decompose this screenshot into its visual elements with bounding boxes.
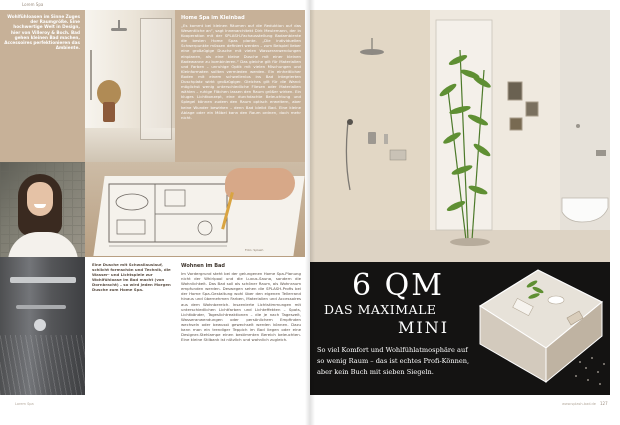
photo-credit: Foto: Splash xyxy=(245,248,264,252)
bathroom-illustration xyxy=(310,10,610,262)
shower-photo xyxy=(85,10,175,162)
rain-shower-head-icon xyxy=(111,28,127,31)
glass-pane xyxy=(140,18,172,140)
side-caption: Wohlfühloasen im Sinne Zuges der Raumgröße. Eine hochwertige Welt in Design, hier von Villeroy & Boch. Bad gehen kleinen Bad machen, Accessoires perfektionieren das Ambiente. xyxy=(4,14,80,51)
shower-bar-secondary xyxy=(16,305,66,309)
article2-body: Im Vordergrund steht bei der gelungenen Home Spa-Planung nicht der Whirlpool und die Luxus-Sauna, sondern die Wohnlichkeit. Das Bad soll als schöner Raum, als Wohnraum empfunden werden. Deswegen sehen die SPLASH-Profis bei der Home Spa-Gestaltung wohl über den eigenen Tellerrand hinaus und übernehmen Farben, Materialien und Accessoires aus dem Wohnbereich. Inszenierte Lichtstimmungen mit unterschiedlichen Lichtfarben und Lichteffekten – Spots, Lichtbänder, Tageslichtreaktionen – die je nach Tageszeit, Wasseranwendungen oder persönlichem Empfinden wechseln oder bewusst gewechselt werden können. Dazu kann man ein trendiger Teppich im Bad liegen oder eine Designer-Stehlampe einen bestimmten Bereich beleuchten. Eine kleine Stilbank ist nützlich und wohnlich zugleich. xyxy=(181,271,301,343)
towel-rail xyxy=(90,50,92,100)
section-tag: Lorem Spa xyxy=(22,2,44,7)
plant-pot xyxy=(103,102,115,122)
bathroom-fixtures xyxy=(310,10,610,262)
lead-text: So viel Komfort und Wohlfühlatmosphäre auf so wenig Raum – das ist echtes Profi-Können, aber kein Buch mit sieben Siegeln. xyxy=(317,346,470,376)
hand-shower-icon xyxy=(34,319,46,331)
title-subline: DAS MAXIMALE xyxy=(324,302,437,317)
water-jets xyxy=(0,335,85,395)
woman-portrait-photo xyxy=(0,162,85,257)
article1-headline: Home Spa im Kleinbad xyxy=(181,15,245,21)
shower-bar xyxy=(10,277,76,283)
spine-shadow xyxy=(305,0,315,425)
page-number: 127 xyxy=(600,401,608,406)
title-main: 6 QM xyxy=(352,268,444,303)
photo-caption-2: Eine Dusche mit Schwallauslauf, schlicht formschön und Technik, die Wasser- und Lichtspiele zur Wohlfühloase im Bad macht (von Dornbracht) – so wird jeden Morgen Dusche zum Home Spa. xyxy=(92,262,171,292)
hand xyxy=(225,168,295,200)
article1-body: „Es kommt bei kleinen Räumen auf die Reduktion auf das Wesentliche an“, sagt Innenarchitekt Dirk Meulemann, der in Kooperation mit der SPLASH-Fachausstellung Badambiente die besten Home Spas plante. „Die individuellen Schwerpunkte müssen definiert werden – zum Beispiel lieber eine großzügige Dusche mit vielen Wasseranwendungen einplanen, als eine kleine Dusche mit einer kleinen Badewanne zu kombinieren.“ Das gleiche gilt für Materialien und Farben – unruhige Optik mit vielen Mischungen und Kleinformaten sollten vermieden werden. Ein einheitlicher Boden mit einem schwellenlos ins Bad integrierten Duschplatz wirkt großzügiger. Gleiches gilt für die Wand: möglichst wenig unterschiedliche Fliesen oder Materialien wählen – ruhige Flächen lassen den Raum größer wirken. Ein kluges Lichtkonzept, eine durchdachte Beleuchtung und Spiegel können zudem den Raum optisch erweitern, aber keine Wunder bewirken – denn Bad bleibt Bad. Eine kleine Ablage oder ein Möbel kann den Raum ordnen, doch mehr nicht. xyxy=(181,23,301,120)
title-mini: MINI xyxy=(398,318,450,337)
article2-headline: Wohnen im Bad xyxy=(181,263,226,269)
floor-plan-drawing xyxy=(105,180,235,250)
floor-plan-photo xyxy=(85,162,305,257)
portrait-face xyxy=(27,182,53,216)
footer-right: www.splash-bad.de xyxy=(562,402,596,406)
3d-room-render xyxy=(460,262,610,395)
shower-panel-photo xyxy=(0,257,85,395)
footer-left: Lorem Spa xyxy=(15,402,34,406)
